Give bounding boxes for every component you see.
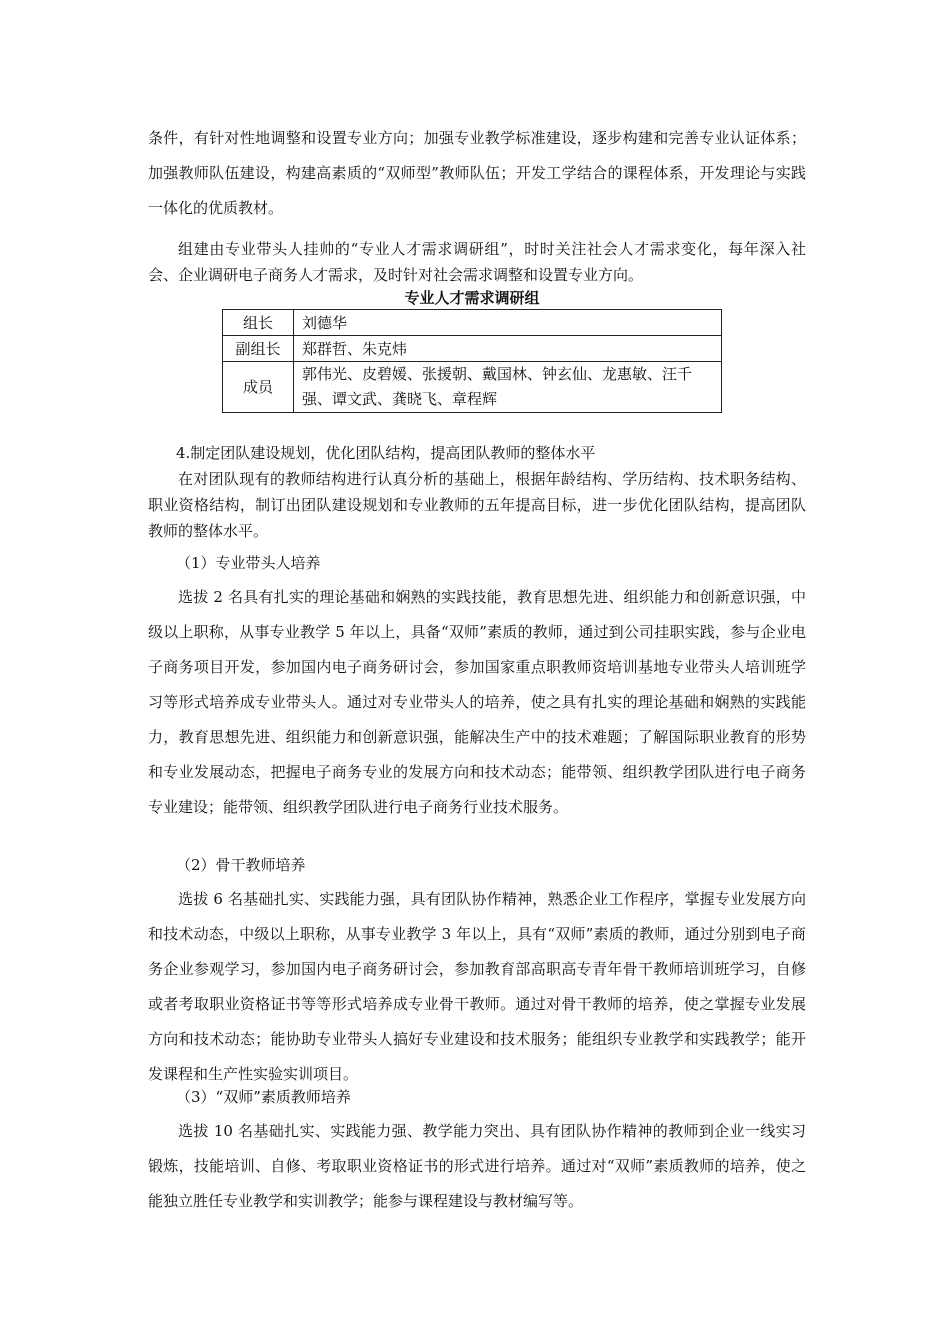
members-cell: 刘德华	[294, 310, 722, 336]
subsection-2-paragraph: 选拔 6 名基础扎实、实践能力强，具有团队协作精神，熟悉企业工作程序，掌握专业发展方向和技术动态，中级以上职称，从事专业教学 3 年以上，具有“双师”素质的教师，通过分别到电子商务企业参观学习，参加国内电子商务研讨会，参加教育部高职高专青年骨干教师培训班学习，自修或者考取职业资格证书等等形式培养成专业骨干教师。通过对骨干教师的培养，使之掌握专业发展方向和技术动态；能协助专业带头人搞好专业建设和技术服务；能组织专业教学和实践教学；能开发课程和生产性实验实训项目。	[148, 890, 806, 1083]
role-cell: 副组长	[223, 336, 294, 362]
intro-continuation-paragraph: 条件，有针对性地调整和设置专业方向；加强专业教学标准建设，逐步构建和完善专业认证体系；加强教师队伍建设，构建高素质的“双师型”教师队伍；开发工学结合的课程体系，开发理论与实践一体化的优质教材。	[148, 129, 806, 217]
table-row	[223, 336, 722, 362]
table-title: 专业人才需求调研组	[404, 289, 540, 307]
subsection-3-paragraph: 选拔 10 名基础扎实、实践能力强、教学能力突出、具有团队协作精神的教师到企业一线实习锻炼，技能培训、自修、考取职业资格证书的形式进行培养。通过对“双师”素质教师的培养，使之能独立胜任专业教学和实训教学；能参与课程建设与教材编写等。	[148, 1122, 806, 1210]
section-4-paragraph: 在对团队现有的教师结构进行认真分析的基础上，根据年龄结构、学历结构、技术职务结构、职业资格结构，制订出团队建设规划和专业教师的五年提高目标，进一步优化团队结构，提高团队教师的整体水平。	[148, 470, 806, 540]
role-cell: 组长	[223, 310, 294, 336]
survey-group-table	[222, 309, 722, 413]
members-cell: 郑群哲、朱克炜	[294, 336, 722, 362]
members-cell: 郭伟光、皮碧媛、张援朝、戴国林、钟玄仙、龙惠敏、汪千强、谭文武、龚晓飞、章程辉	[294, 362, 722, 413]
role-cell: 成员	[223, 362, 294, 413]
subsection-2-heading: （2）骨干教师培养	[176, 856, 306, 874]
table-row	[223, 310, 722, 336]
subsection-3-heading: （3）“双师”素质教师培养	[176, 1088, 351, 1106]
subsection-1-paragraph: 选拔 2 名具有扎实的理论基础和娴熟的实践技能，教育思想先进、组织能力和创新意识强，中级以上职称，从事专业教学 5 年以上，具备“双师”素质的教师，通过到公司挂职实践，参与企业电子商务项目开发，参加国内电子商务研讨会，参加国家重点职教师资培训基地专业带头人培训班学习等形式培养成专业带头人。通过对专业带头人的培养，使之具有扎实的理论基础和娴熟的实践能力，教育思想先进、组织能力和创新意识强，能解决生产中的技术难题；了解国际职业教育的形势和专业发展动态，把握电子商务专业的发展方向和技术动态；能带领、组织教学团队进行电子商务专业建设；能带领、组织教学团队进行电子商务行业技术服务。	[148, 588, 806, 816]
subsection-1-heading: （1）专业带头人培养	[176, 554, 321, 572]
survey-group-paragraph: 组建由专业带头人挂帅的“专业人才需求调研组”，时时关注社会人才需求变化，每年深入社会、企业调研电子商务人才需求，及时针对社会需求调整和设置专业方向。	[148, 240, 806, 284]
section-4-heading: 4.制定团队建设规划，优化团队结构，提高团队教师的整体水平	[176, 444, 596, 462]
table-row	[223, 362, 722, 413]
